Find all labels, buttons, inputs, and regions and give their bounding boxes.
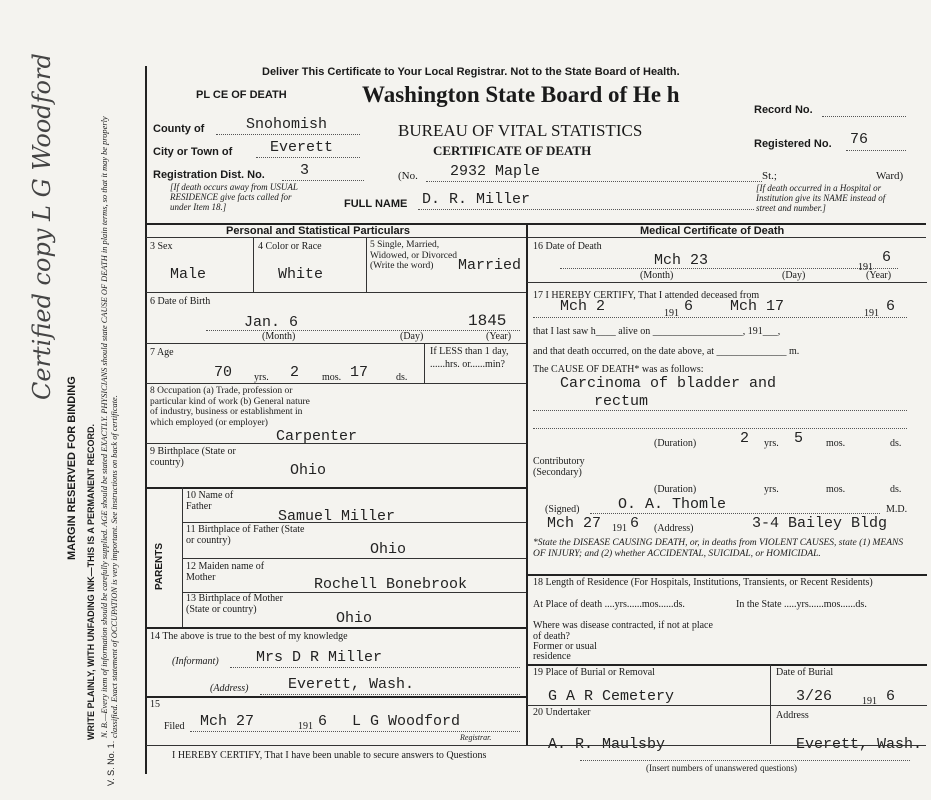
street-no-label: (No. (398, 170, 418, 182)
cause-label: The CAUSE OF DEATH* was as follows: (533, 364, 704, 375)
burial-date: 3/26 (796, 688, 833, 705)
county-label: County of (153, 123, 205, 135)
handwritten-annotation: Certified copy L G Woodford (28, 53, 56, 400)
filed-date: Mch 27 (200, 713, 255, 730)
dob-year-label: (Year) (486, 331, 512, 342)
registrar-name: L G Woodford (352, 713, 461, 730)
st-label: St.; (762, 170, 777, 182)
street-value: 2932 Maple (450, 163, 541, 180)
occupation-value: Carpenter (276, 428, 358, 445)
vs-number: V. S. No. 1. (106, 740, 116, 786)
death-year-label: (Year) (866, 270, 892, 281)
birthplace-value: Ohio (290, 462, 327, 479)
mother-value: Rochell Bonebrook (314, 576, 468, 593)
burial-place: G A R Cemetery (548, 688, 675, 705)
attended-to-year: 6 (886, 298, 896, 315)
at-place-of-death: At Place of death ....yrs......mos......ds. (533, 599, 685, 610)
bureau-title: BUREAU OF VITAL STATISTICS (398, 121, 643, 140)
age-mos-label: mos. (322, 372, 342, 383)
undertaker-label: 20 Undertaker (533, 707, 591, 718)
attended-to: Mch 17 (730, 298, 785, 315)
margin-write-text: WRITE PLAINLY, WITH UNFADING INK—THIS IS A PERMANENT RECORD. (86, 423, 96, 740)
certify-attended: 17 I HEREBY CERTIFY, That I attended deceased from (533, 290, 760, 301)
city-value: Everett (270, 139, 334, 156)
marital-label: 5 Single, Married, Widowed, or Divorced (Write the word) (370, 240, 457, 271)
age-label: 7 Age (150, 347, 174, 358)
duration-label-2: (Duration) (654, 484, 697, 495)
informant-address-label: (Address) (210, 683, 249, 694)
registered-no-value: 76 (850, 131, 869, 148)
mother-label: 12 Maiden name of Mother (186, 561, 265, 583)
duration-months: 5 (794, 430, 804, 447)
full-name-label: FULL NAME (344, 198, 408, 210)
full-name-value: D. R. Miller (422, 191, 531, 208)
attended-to-191: 191 (864, 308, 879, 319)
attended-from: Mch 2 (560, 298, 606, 315)
age-ds-label: ds. (396, 372, 408, 383)
filed-191: 191 (298, 721, 313, 732)
parents-label: PARENTS (154, 542, 165, 590)
burial-date-label: Date of Burial (776, 667, 834, 678)
death-occurred: and that death occurred, on the date above, at ______________ m. (533, 346, 800, 357)
duration-years: 2 (740, 430, 750, 447)
signed-date: Mch 27 (547, 515, 602, 532)
middle-divider (526, 223, 528, 745)
mother-birthplace-value: Ohio (336, 610, 373, 627)
color-label: 4 Color or Race (258, 241, 322, 252)
item-15: 15 (150, 699, 160, 710)
left-frame (145, 66, 147, 774)
burial-191: 191 (862, 696, 877, 707)
personal-section-title: Personal and Statistical Particulars (226, 225, 411, 237)
sex-value: Male (170, 266, 207, 283)
father-birthplace-label: 11 Birthplace of Father (State or country) (186, 524, 305, 546)
father-birthplace-value: Ohio (370, 541, 407, 558)
occupation-label: 8 Occupation (a) Trade, profession or particular kind of work (b) General nature of industry, business or establishment in which employed (or employer) (150, 386, 310, 428)
date-of-death-value: Mch 23 (654, 252, 709, 269)
city-label: City or Town of (153, 146, 233, 158)
ward-label: Ward) (876, 170, 904, 182)
registrar-label: Registrar. (460, 733, 492, 742)
informant-value: Mrs D R Miller (256, 649, 383, 666)
last-saw: that I last saw h____ alive on __________________, 191___, (533, 326, 781, 337)
informant-label: (Informant) (172, 656, 219, 667)
dob-year: 1845 (468, 312, 507, 330)
where-contracted: Where was disease contracted, if not at place of death? (533, 620, 713, 642)
filed-label: Filed (164, 721, 185, 732)
margin-nb-text: N. B.—Every item of information should be carefully supplied. AGE should be stated EXACTLY. PHYSICIANS should state CAUSE OF DEATH in plain terms, so that it may be properly classified. Exact statement of OCCUPATION is very important. See instructions on back of certificate. (100, 116, 119, 738)
dob-day-label: (Day) (400, 331, 424, 342)
registered-no-label: Registered No. (754, 138, 832, 150)
duration2-mos-label: mos. (826, 484, 846, 495)
filed-year: 6 (318, 713, 328, 730)
color-value: White (278, 266, 324, 283)
cause-footnote: *State the DISEASE CAUSING DEATH, or, in deaths from VIOLENT CAUSES, state (1) MEANS OF INJURY; and (2) whether ACCIDENTAL, SUICIDAL, or HOMICIDAL. (533, 538, 904, 559)
signed-label: (Signed) (545, 504, 580, 515)
duration2-yrs-label: yrs. (764, 484, 779, 495)
date-of-death-year: 6 (882, 249, 892, 266)
dob-month-day: Jan. 6 (244, 314, 299, 331)
burial-label: 19 Place of Burial or Removal (533, 667, 655, 678)
duration2-ds-label: ds. (890, 484, 902, 495)
duration-yrs-label: yrs. (764, 438, 779, 449)
note-right: [If death occurred in a Hospital or Institution give its NAME instead of street and number.] (756, 183, 886, 213)
informant-address-value: Everett, Wash. (288, 676, 415, 693)
certificate-title: CERTIFICATE OF DEATH (433, 143, 592, 158)
contributory-label: Contributory (Secondary) (533, 456, 585, 478)
less-than-day: If LESS than 1 day, ......hrs. or......min? (430, 346, 509, 370)
physician-address-label: (Address) (654, 523, 694, 534)
age-yrs-label: yrs. (254, 372, 269, 383)
death-month-label: (Month) (640, 270, 674, 281)
date-of-death-191: 191 (858, 262, 873, 273)
margin-binding-text: MARGIN RESERVED FOR BINDING (66, 376, 78, 560)
insert-numbers-note: (Insert numbers of unanswered questions) (646, 763, 797, 773)
reg-dist-value: 3 (300, 162, 310, 179)
county-value: Snohomish (246, 116, 328, 133)
former-residence: Former or usual residence (533, 641, 597, 662)
dob-month-label: (Month) (262, 331, 296, 342)
signed-191: 191 (612, 523, 627, 534)
attended-from-191: 191 (664, 308, 679, 319)
age-months: 2 (290, 364, 300, 381)
duration-label-1: (Duration) (654, 438, 697, 449)
board-title: Washington State Board of He h (362, 82, 680, 107)
deliver-instruction: Deliver This Certificate to Your Local Registrar. Not to the State Board of Health. (262, 66, 680, 78)
physician-address: 3-4 Bailey Bldg (752, 515, 888, 532)
undertaker-address: Everett, Wash. (796, 736, 923, 753)
true-statement: 14 The above is true to the best of my knowledge (150, 631, 348, 642)
note-left: [If death occurs away from USUAL RESIDENCE give facts called for under Item 18.] (170, 182, 298, 212)
physician-name: O. A. Thomle (618, 496, 727, 513)
father-label: 10 Name of Father (186, 490, 234, 512)
dob-label: 6 Date of Birth (150, 296, 211, 307)
burial-year: 6 (886, 688, 896, 705)
in-the-state: In the State .....yrs......mos......ds. (736, 599, 867, 610)
attended-from-year: 6 (684, 298, 694, 315)
unanswered-certify: I HEREBY CERTIFY, That I have been unable to secure answers to Questions (172, 750, 487, 761)
place-of-death-label: PL CE OF DEATH (196, 89, 287, 101)
residence-label: 18 Length of Residence (For Hospitals, Institutions, Transients, or Recent Residents) (533, 577, 873, 588)
age-days: 17 (350, 364, 369, 381)
undertaker-name: A. R. Maulsby (548, 736, 666, 753)
father-value: Samuel Miller (278, 508, 396, 525)
cause-line-1: Carcinoma of bladder and (560, 375, 777, 392)
mother-birthplace-label: 13 Birthplace of Mother (State or country) (186, 593, 283, 615)
reg-dist-label: Registration Dist. No. (153, 169, 265, 181)
medical-section-title: Medical Certificate of Death (640, 225, 785, 237)
duration-ds-label: ds. (890, 438, 902, 449)
birthplace-label: 9 Birthplace (State or country) (150, 446, 236, 468)
sex-label: 3 Sex (150, 241, 173, 252)
duration-mos-label: mos. (826, 438, 846, 449)
marital-value: Married (458, 257, 522, 274)
undertaker-address-label: Address (776, 710, 809, 721)
md-label: M.D. (886, 504, 908, 515)
age-years: 70 (214, 364, 233, 381)
death-day-label: (Day) (782, 270, 806, 281)
signed-year: 6 (630, 515, 640, 532)
record-no-label: Record No. (754, 104, 813, 116)
date-of-death-label: 16 Date of Death (533, 241, 602, 252)
cause-line-2: rectum (594, 393, 649, 410)
